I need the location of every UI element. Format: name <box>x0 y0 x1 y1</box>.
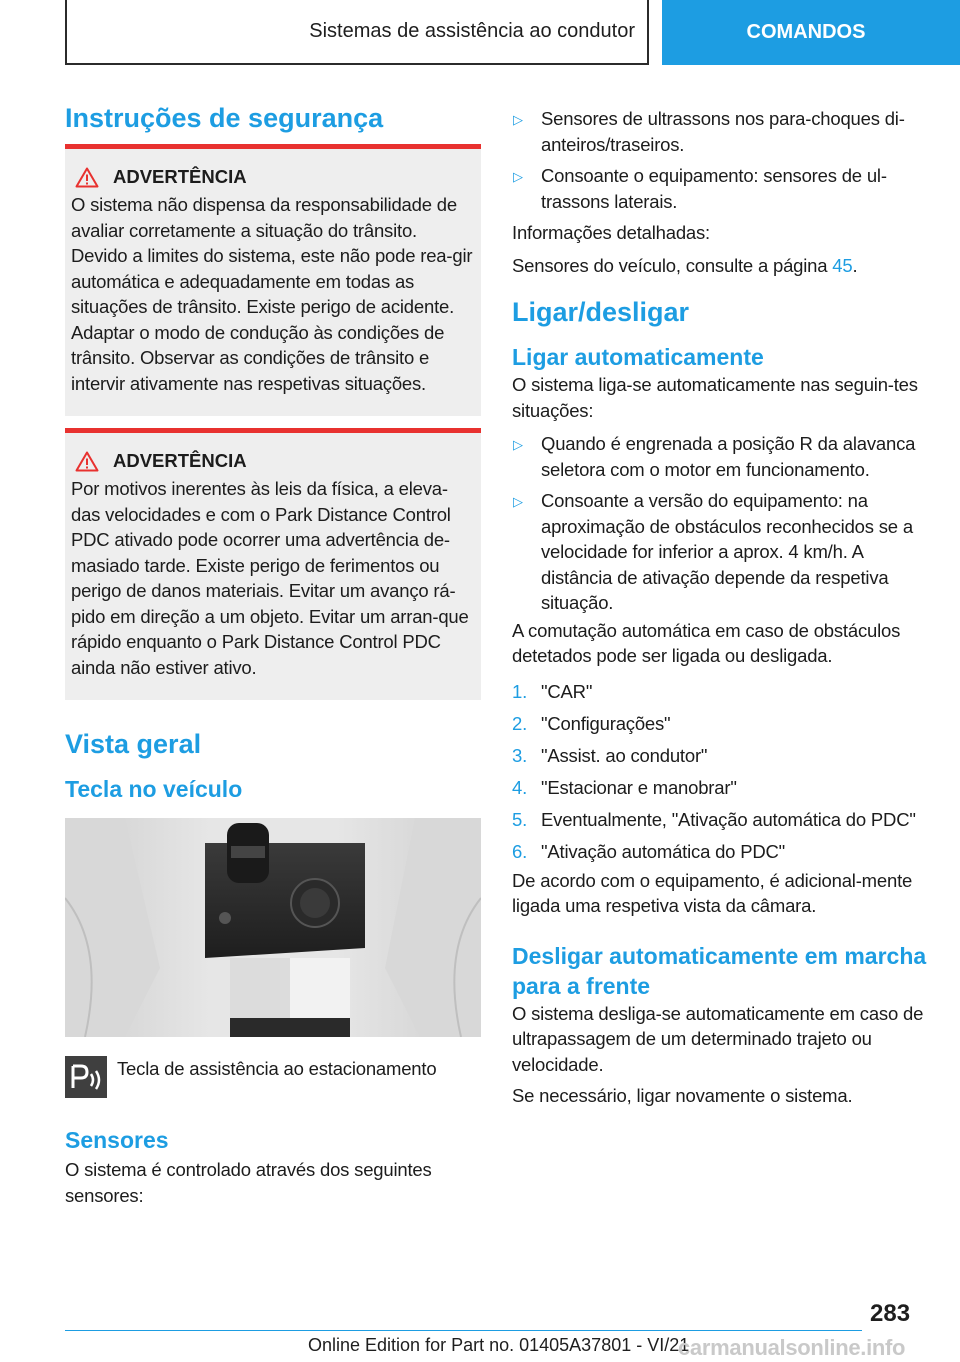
sensor-list <box>512 106 930 214</box>
step-item: 6. "Ativação automática do PDC" <box>512 840 786 862</box>
switch-text: A comutação automática em caso de obstáculos detetados pode ser ligada ou desligada. <box>512 619 901 666</box>
list-item: ▷ Sensores de ultrassons nos para-choques di-anteiros/traseiros. <box>512 106 930 157</box>
auto-on-text: O sistema liga-se automaticamente nas seguin-tes situações: <box>512 374 918 421</box>
sensors-heading: Sensores <box>65 1127 169 1153</box>
left-column <box>65 96 481 1208</box>
step-item: 1. "CAR" <box>512 680 593 702</box>
watermark: carmanualsonline.info <box>678 1335 906 1360</box>
warning-text: O sistema não dispensa da responsabilidade de avaliar corretamente a situação do trânsito. Devido a limites do sistema, este não pode rea-gir automática e adequadamente em todas as situações de trânsito. Existe perigo de acidente. Adaptar o modo de condução às condições de trânsito. Observar as condições de trânsito e intervir ativamente nas respetivas situações. <box>71 194 473 394</box>
list-item: ▷ Quando é engrenada a posição R da alavanca seletora com o motor em funcionamento. <box>512 431 930 482</box>
warning-title: ADVERTÊNCIA <box>113 166 247 187</box>
reenable-text: Se necessário, ligar novamente o sistema. <box>512 1085 853 1106</box>
page-link[interactable]: 45 <box>832 254 853 276</box>
equipment-text: De acordo com o equipamento, é adicional-mente ligada uma respetiva vista da câmara. <box>512 869 913 916</box>
auto-off-heading: Desligar automaticamente em marcha para a frente <box>512 942 927 999</box>
arrow-bullet-icon: ▷ <box>513 112 523 127</box>
chapter-title: COMANDOS <box>746 21 866 43</box>
on-off-heading: Ligar/desligar <box>512 297 690 327</box>
center-console-photo <box>65 818 481 1037</box>
edition-text: Online Edition for Part no. 01405A37801 - VI/21 <box>308 1335 690 1355</box>
overview-heading: Vista geral <box>65 729 202 759</box>
details-label: Informações detalhadas: <box>512 222 710 243</box>
header-section-title <box>65 0 649 65</box>
step-item: 2. "Configurações" <box>512 712 671 734</box>
arrow-bullet-icon: ▷ <box>513 494 523 509</box>
page-number: 283 <box>870 1300 911 1327</box>
sensors-text: O sistema é controlado através dos seguintes sensores: <box>65 1159 432 1206</box>
arrow-bullet-icon: ▷ <box>513 169 523 184</box>
safety-heading: Instruções de segurança <box>65 103 384 133</box>
settings-steps <box>512 679 930 865</box>
parking-assistant-button-icon <box>65 1056 107 1098</box>
warning-triangle-icon <box>75 451 99 472</box>
list-item: ▷ Consoante a versão do equipamento: na aproximação de obstáculos reconhecidos se a velocidade for inferior a aprox. 4 km/h. A distância de ativação depende da respetiva situação. <box>512 488 930 616</box>
auto-on-list <box>512 431 930 616</box>
arrow-bullet-icon: ▷ <box>513 437 523 452</box>
caption-text: Tecla de assistência ao estacionamento <box>117 1058 437 1079</box>
header-chapter-tab <box>662 0 960 65</box>
key-caption <box>65 1056 481 1098</box>
warning-box-2 <box>65 428 481 700</box>
auto-off-text: O sistema desliga-se automaticamente em caso de ultrapassagem de um determinado trajeto ou velocidade. <box>512 1002 924 1075</box>
warning-box-1 <box>65 144 481 416</box>
warning-title: ADVERTÊNCIA <box>113 450 247 471</box>
right-column <box>512 96 930 1109</box>
step-item: 3. "Assist. ao condutor" <box>512 744 708 766</box>
step-item: 5. Eventualmente, "Ativação automática do PDC" <box>512 808 916 830</box>
footer-divider <box>65 1330 862 1331</box>
list-item: ▷ Consoante o equipamento: sensores de ul-trassons laterais. <box>512 163 930 214</box>
section-title: Sistemas de assistência ao condutor <box>309 20 635 42</box>
warning-text: Por motivos inerentes às leis da física, a eleva-das velocidades e com o Park Distance Control PDC ativado pode ocorrer uma advertência de-masiado tarde. Existe perigo de ferimentos ou perigo de danos materiais. Evitar um avanço rá-pido em direção a um objeto. Evitar um arran-que rápido enquanto o Park Distance Control PDC ainda não estiver ativo. <box>71 478 469 678</box>
key-in-vehicle-heading: Tecla no veículo <box>65 776 243 802</box>
details-text: Sensores do veículo, consulte a página 45. <box>512 254 858 276</box>
auto-on-heading: Ligar automaticamente <box>512 344 764 370</box>
step-item: 4. "Estacionar e manobrar" <box>512 776 737 798</box>
warning-triangle-icon <box>75 167 99 188</box>
